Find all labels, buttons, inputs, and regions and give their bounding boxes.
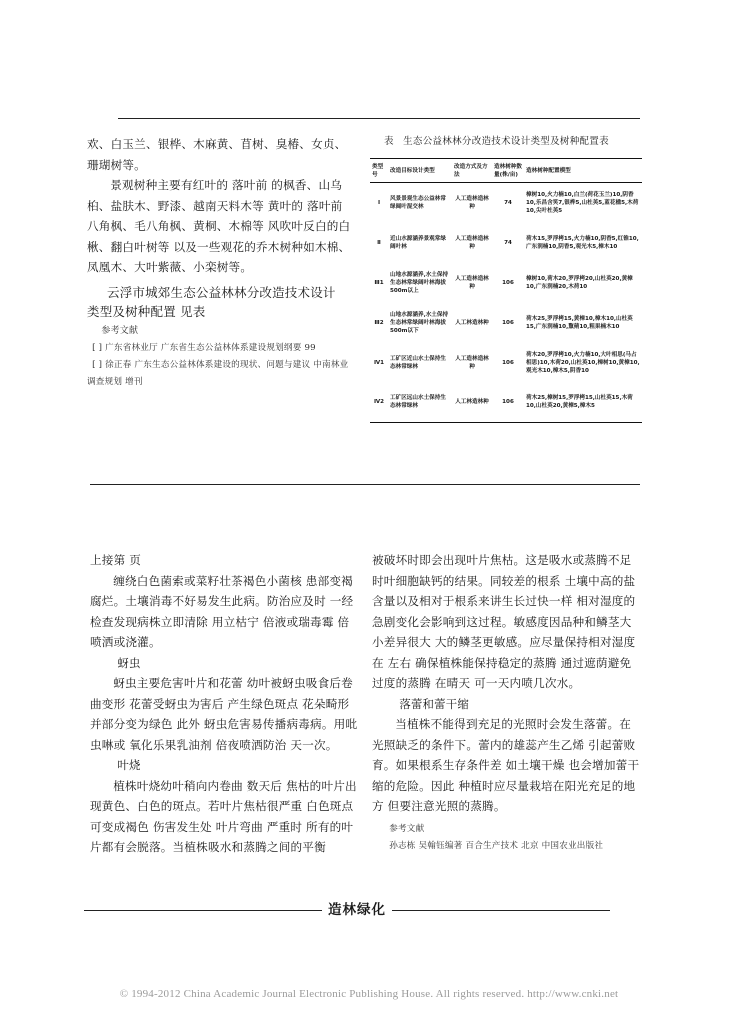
table-cell: 人工造林造林种 <box>455 195 489 210</box>
table-cell: 近山水源涵养景观常绿阔叶林 <box>390 235 446 250</box>
journal-title: 造林绿化 <box>328 902 386 918</box>
paragraph: 蚜虫主要危害叶片和花蕾 幼叶被蚜虫吸食后卷曲变形 花蕾受蚜虫为害后 产生绿色斑点 花朵畸形并部分变为绿色 此外 蚜虫危害易传播病毒病。用吡虫啉或 氧化乐果乳油剂 倍夜喷洒防治 天一次。 <box>90 676 358 752</box>
table-cell: Ⅲ1 <box>374 279 384 286</box>
heading-line: 云浮市城郊生态公益林林分改造技术设计 <box>107 284 336 300</box>
left-top-column <box>87 134 355 391</box>
table-cell: 山地水源涵养,水土保持生态林常绿阔叶林海拔500m以下 <box>390 311 449 334</box>
table-cell: 人工造林造林种 <box>455 235 489 250</box>
table-row <box>370 303 642 343</box>
table-cell: 106 <box>502 399 514 406</box>
table-cell: 工矿区近山水土保持生态林常绿林 <box>390 355 446 370</box>
table-number: 表 <box>384 136 394 147</box>
table-header-cell: 类型号 <box>372 163 384 178</box>
references-title: 参考文献 <box>389 823 425 834</box>
heading-line: 类型及树种配置 见表 <box>87 303 206 319</box>
table-cell: 74 <box>504 239 512 246</box>
table-title: 生态公益林林分改造技术设计类型及树种配置表 <box>403 136 609 147</box>
footer-rule-right <box>392 910 610 911</box>
table-cell: Ⅳ1 <box>373 359 385 366</box>
subheading: 蚜虫 <box>117 655 141 670</box>
table-row <box>370 343 642 383</box>
table-cell: Ⅰ <box>377 199 381 206</box>
table-row <box>370 263 642 303</box>
paragraph: 当植株不能得到充足的光照时会发生落蕾。在光照缺乏的条件下。蕾内的雄蕊产生乙烯 引起蕾败育。如果根系生存条件差 如土壤干燥 也会增加蕾干缩的危险。因此 种植时应尽量栽培在阳光充足的地方 但要注意光照的蒸腾。 <box>372 717 640 813</box>
references-title: 参考文献 <box>101 325 139 336</box>
table-cell: 樟树10,火力楠10,白兰(荷花玉兰)10,阴香10,乐昌含笑7,银桦5,山杜英5,蓝花楹5,木荷10,尖叶杜英5 <box>526 191 639 214</box>
table-cell: 74 <box>504 199 512 206</box>
reference-item: 孙志栋 吴翰钰编著 百合生产技术 北京 中国农业出版社 <box>389 840 604 851</box>
data-table <box>370 158 642 423</box>
table-cell: Ⅳ2 <box>373 399 385 406</box>
left-bottom-column <box>90 550 358 858</box>
references <box>372 821 642 855</box>
paragraph: 植株叶烧幼叶稍向内卷曲 数天后 焦枯的叶片出现黄色、白色的斑点。若叶片焦枯很严重 白色斑点可变成褐色 伤害发生处 叶片弯曲 严重时 所有的叶片都有会脱落。当植株吸水和蒸腾之间的平衡 <box>90 778 357 854</box>
table-cell: 人工林造林种 <box>455 319 489 326</box>
continued-from: 上接第 页 <box>90 553 142 567</box>
table-cell: Ⅱ <box>377 239 381 246</box>
paragraph: 被破坏时即会出现叶片焦枯。这是吸水或蒸腾不足时叶细胞缺钙的结果。同较差的根系 土壤中高的盐含量以及相对于根系来讲生长过快一样 相对湿度的急剧变化会影响到这过程。敏感度因品种和鳞茎大小差异很大 大的鳞茎更敏感。应尽量保持相对湿度在 左右 确保植株能保持稳定的蒸腾 通过遮荫避免过度的蒸腾 在晴天 可一天内喷几次水。 <box>372 553 636 690</box>
section-divider <box>90 484 640 485</box>
table-row <box>370 383 642 423</box>
table-row <box>370 223 642 263</box>
paragraph: 欢、白玉兰、银桦、木麻黄、苜树、臭椿、女贞、珊瑚树等。 <box>87 137 347 172</box>
table-row <box>370 183 642 223</box>
table-cell: Ⅲ2 <box>374 319 384 326</box>
subheading: 落蕾和蕾干缩 <box>399 696 469 711</box>
table-cell: 人工造林造林种 <box>455 275 489 290</box>
table-header-cell: 改造方式及方法 <box>454 163 488 178</box>
table-cell: 风景景观生态公益林常绿阔叶混交林 <box>390 195 446 210</box>
table-cell: 106 <box>502 279 514 286</box>
table-cell: 荷木25,罗浮栲15,黄樟10,樟木10,山杜英15,广东润楠10,黧蒴10,粗果楠木10 <box>526 315 633 330</box>
subheading: 叶烧 <box>117 758 141 772</box>
section-heading <box>87 283 355 321</box>
table-cell: 工矿区远山水土保持生态林常绿林 <box>390 395 446 410</box>
table-cell: 荷木20,罗浮栲10,火力楠10,大叶相思(马占相思)10,木荷20,山杜英10,樟树10,黄樟10,观光木10,樟木5,阴香10 <box>526 351 640 374</box>
table-header-row <box>370 159 642 183</box>
table-block <box>370 134 642 423</box>
table-header-cell: 造林树种数量(株/亩) <box>494 163 522 178</box>
table-cell: 荷木15,罗浮栲15,火力楠10,阴香5,红锥10,广东润楠10,阴香5,观光木5,樟木10 <box>526 235 639 250</box>
table-cell: 106 <box>502 359 514 366</box>
table-cell: 人工林造林种 <box>455 399 489 406</box>
paragraph: 缠绕白色菌索或菜籽壮茶褐色小菌核 患部变褐腐烂。土壤消毒不好易发生此病。防治应及时 一经检查发现病株立即清除 用立枯宁 倍液或瑞毒霉 倍喷洒或浇灌。 <box>90 573 354 649</box>
reference-item: [ ] 徐正春 广东生态公益林体系建设的现状、问题与建议 中南林业调查规划 增刊 <box>87 359 349 387</box>
paragraph: 景观树种主要有红叶的 落叶前 的枫香、山乌桕、盐肤木、野漆、越南天料木等 黄叶的 落叶前 八角枫、毛八角枫、黄桐、木棉等 风吹叶反白的白楸、翻白叶树等 以及一些观花的乔木树种如木棉、凤凰木、大叶紫薇、小栾树等。 <box>87 178 351 274</box>
table-cell: 人工造林造林种 <box>455 355 489 370</box>
references <box>87 323 355 391</box>
footer-rule-left <box>84 910 322 911</box>
table-caption <box>370 134 642 150</box>
reference-item: [ ] 广东省林业厅 广东省生态公益林体系建设规划纲要 99 <box>92 342 316 353</box>
table-cell: 106 <box>502 319 514 326</box>
right-bottom-column <box>372 550 642 855</box>
header-rule <box>118 118 640 119</box>
copyright-notice: © 1994-2012 China Academic Journal Electronic Publishing House. All rights reserved. http://www.cnki.net <box>119 988 619 1000</box>
table-cell: 荷木25,樟树15,罗浮栲15,山杜英15,木荷10,山杜英20,黄樟5,樟木5 <box>526 395 633 410</box>
table-header-cell: 造林树种配置模型 <box>526 167 571 174</box>
table-cell: 樟树10,荷木20,罗浮栲20,山杜英20,黄樟10,广东润楠20,木荷10 <box>526 275 633 290</box>
table-header-cell: 改造目标设计类型 <box>390 167 435 174</box>
table-cell: 山地水源涵养,水土保持生态林常绿阔叶林海拔500m以上 <box>390 271 449 294</box>
